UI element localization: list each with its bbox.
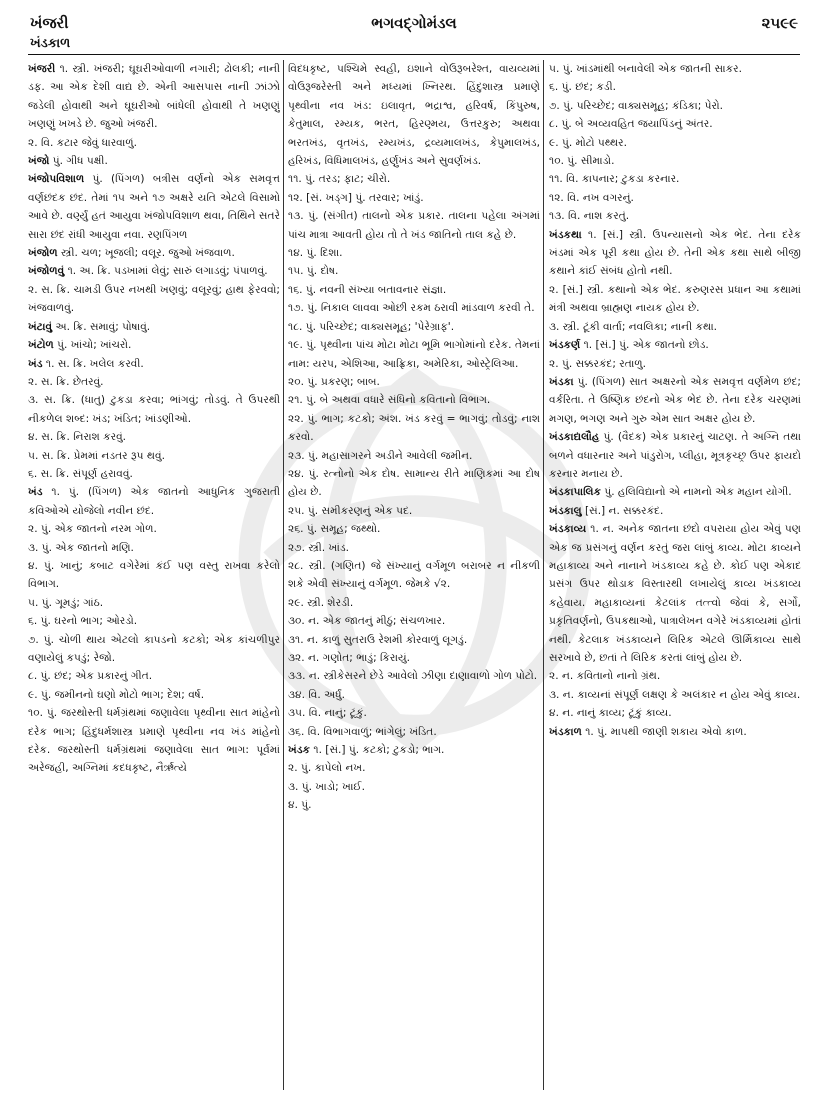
definition: ૬. સ. ક્રિ. સંપૂર્ણ હરાવવું. xyxy=(28,467,133,480)
dictionary-entry xyxy=(549,686,801,704)
dictionary-entry xyxy=(549,355,801,373)
headword: ખંજોળ xyxy=(28,247,58,260)
definition: ૭. પું. પરિચ્છેદ; વાક્યસમૂહ; કંડિકા; પેરો. xyxy=(549,99,724,112)
definition: ૩૧. ન. કાળું સુતરાઉ રેશમી કોરવાળું લૂગડું. xyxy=(288,633,468,646)
definition: ૨. ન. કવિતાનો નાનો ગ્રંથ. xyxy=(549,670,661,683)
definition: ૬. પું. ઘરનો ભાગ; ઓરડો. xyxy=(28,615,138,628)
definition: ૧. ન. અનેક જાતના છંદો વપરાયા હોય એવું પણ એક જ પ્રસંગનું વર્ણન કરતું જરા લાંબું કાવ્ય. મોટા કાવ્યને મહાકાવ્ય અને નાનાને ખંડકાવ્ય કહે છે. કોઈ પણ એકાદ પ્રસંગ ઉપર થોડાક વિસ્તારથી લખાયેલું કાવ્ય ખંડકાવ્ય કહેવાય. મહાકાવ્યનાં કેટલાંક તત્ત્વો જેવાં કે, સર્ગો, પ્રકૃતિવર્ણનો, ઉપકથાઓ, પાત્રાલેખન વગેરે ખંડકાવ્યમાં હોતાં નથી. કેટલાક ખંડકાવ્યને લિરિક એટલે ઊર્મિકાવ્ય સાથે સરખાવે છે, છતાં તે લિરિક કરતાં લાંબું હોય છે. xyxy=(549,523,801,664)
dictionary-entry xyxy=(28,391,280,428)
column-2 xyxy=(288,60,540,1090)
definition: ૫. પું. ગૂમડું; ગાંઠ. xyxy=(28,596,104,609)
dictionary-entry xyxy=(549,97,801,115)
definition: ૧૯. પું. પૃથ્વીના પાંચ મોટા મોટા ભૂમિ ભાગોમાંનો દરેક. તેમનાં નામ: યરપ, એશિઆ, આફ્રિકા, અમેરિકા, ઓસ્ટ્રેલિઆ. xyxy=(288,339,540,370)
dictionary-entry xyxy=(28,373,280,391)
headword: ખંજો xyxy=(28,155,50,168)
dictionary-entry xyxy=(549,207,801,225)
definition: ૩૪. વિ. અર્ધું. xyxy=(288,688,345,701)
definition: ૨. વિ. કટાર જેવું ધારવાળું. xyxy=(28,136,138,149)
definition: ૯. પું. મોટો પથ્થર. xyxy=(549,136,627,149)
dictionary-entry xyxy=(288,170,540,188)
dictionary-entry xyxy=(288,557,540,594)
definition: ૧૪. પું. દિશા. xyxy=(288,247,343,260)
page-number: ૨૫૯૯ xyxy=(761,14,798,32)
definition: ૧૧. પું. તરડ; ફાટ; ચીરો. xyxy=(288,173,391,186)
definition: ૩. પું. ખાડો; ખાઈ. xyxy=(288,780,365,793)
dictionary-entry xyxy=(288,465,540,502)
dictionary-entry xyxy=(549,318,801,336)
definition: [સં.] ન. સક્કરકંદ. xyxy=(581,504,664,517)
dictionary-entry xyxy=(288,502,540,520)
dictionary-entry xyxy=(288,336,540,373)
dictionary-entry xyxy=(28,281,280,318)
dictionary-entry xyxy=(28,612,280,630)
definition: ૨૦. પું. પ્રકરણ; બાબ. xyxy=(288,375,380,388)
definition: વિદધકૃષ્ટ, પશ્ચિમે સ્વહી, ઇશાને વોઉરૂબરેશ્ત, વાયવ્યમાં વોઉરૂજરેસ્તી અને મધ્યમાં ખ્નિરથ. હિંદુશાસ્ત્ર પ્રમાણે પૃથ્વીના નવ ખંડ: ઇલાવૃત, ભદ્રાશ્વ, હરિવર્ષ, કિંપુરુષ, કેતુમાલ, રમ્યક, ભરત, હિરણ્મય, ઉત્તરકુરુ; અથવા ભરતખંડ, વૃતખંડ, રમ્યખંડ, દ્રવ્યમાલખંડ, કેપુમાલખંડ, હરિખંડ, વિધિમાલખંડ, હર્ણુખંડ અને સુવર્ણખંડ. xyxy=(288,63,540,168)
column-divider xyxy=(283,60,284,1090)
definition: ૧. પું. (પિંગળ) એક જાતનો આધુનિક ગુજરાતી કવિઓએ યોજેલો નવીન છંદ. xyxy=(28,486,280,517)
definition: ૧૬. પું. નવની સંખ્યા બતાવનાર સંજ્ઞા. xyxy=(288,283,447,296)
dictionary-entry xyxy=(288,612,540,630)
dictionary-entry xyxy=(549,189,801,207)
dictionary-entry xyxy=(549,502,801,520)
definition: ૨૬. પું. સમૂહ; જથ્થો. xyxy=(288,523,381,536)
dictionary-entry xyxy=(28,520,280,538)
headword: ખંટોળ xyxy=(28,339,54,352)
dictionary-entry xyxy=(28,318,280,336)
dictionary-entry xyxy=(549,428,801,483)
dictionary-entry xyxy=(549,170,801,188)
dictionary-entry xyxy=(288,520,540,538)
dictionary-entry xyxy=(28,355,280,373)
dictionary-entry xyxy=(288,60,540,170)
dictionary-entry xyxy=(288,281,540,299)
dictionary-entry xyxy=(549,60,801,78)
dictionary-entry xyxy=(288,189,540,207)
dictionary-entry xyxy=(28,60,280,134)
dictionary-entry xyxy=(28,428,280,446)
definition: ૫. પું. ખાંડમાંથી બનાવેલી એક જાતની સાકર. xyxy=(549,63,742,75)
dictionary-entry xyxy=(28,244,280,262)
dictionary-entry xyxy=(28,539,280,557)
dictionary-entry xyxy=(549,281,801,318)
definition: ૨. સ. ક્રિ. ચામડી ઉપર નખથી ખણવું; વલૂરવું; હાથ ફેરવવો; ખંજવાળવું. xyxy=(28,283,280,315)
page-header xyxy=(30,14,798,36)
dictionary-entry xyxy=(288,667,540,685)
dictionary-entry xyxy=(549,226,801,281)
dictionary-entry xyxy=(28,557,280,594)
column-divider xyxy=(543,60,544,1090)
definition: ૧૨. [સં. ખડ્ગ] પું. તરવાર; ખાંડું. xyxy=(288,191,424,204)
dictionary-entry xyxy=(288,723,540,741)
definition: ૧૦. પું. જરથોસ્તી ધર્મગ્રંથમાં જણાવેલા પૃથ્વીના સાત માંહેનો દરેક ભાગ; હિંદુધર્મશાસ્ત્ર પ્રમાણે પૃથ્વીના નવ ખંડ માંહેનો દરેક. જરથોસ્તી ધર્મગ્રંથમાં જણાવેલા સાત ભાગ: પૂર્વમાં અરેજહી, અગ્નિમાં કદધકૃષ્ટ, નૈર્ઋત્યે xyxy=(28,707,280,775)
definition: ૬. પું. છંદ; કડી. xyxy=(549,81,617,94)
headword: ખંડકથા xyxy=(549,228,582,241)
dictionary-entry xyxy=(28,262,280,280)
definition: ૪. સ. ક્રિ. નિરાશ કરવું. xyxy=(28,431,127,444)
definition: ૮. પું. બે અવ્યવહિત જયાપિંડનું અંતર. xyxy=(549,118,713,131)
header-rule xyxy=(28,54,800,55)
definition: ૨૯. સ્ત્રી. શેરડી. xyxy=(288,596,354,609)
dictionary-entry xyxy=(288,262,540,280)
definition: ૩૦. ન. એક જાતનું મીઠું; સંચળખાર. xyxy=(288,615,446,628)
definition: ૩૩. ન. સ્ત્રીકેસરને છેડે આવેલો ઝીણા દાણાવાળો ગોળ પોટો. xyxy=(288,670,538,683)
dictionary-entry xyxy=(288,631,540,649)
definition: ૨. [સં.] સ્ત્રી. કથાનો એક ભેદ. કરુણરસ પ્રધાન આ કથામાં મંત્રી અથવા બ્રાહ્મણ નાયક હોય છે. xyxy=(549,283,801,315)
definition: ૧૧. વિ. કાપનાર; ટુકડા કરનાર. xyxy=(549,173,680,186)
headword: ખંજોપવિશાળ xyxy=(28,173,85,186)
dictionary-entry xyxy=(288,759,540,777)
dictionary-entry xyxy=(288,391,540,409)
definition: ૧૨. વિ. નખ વગરનું. xyxy=(549,191,634,204)
dictionary-entry xyxy=(288,594,540,612)
definition: ૨. પું. એક જાતનો નરમ ગોળ. xyxy=(28,523,157,536)
headword: ખંડકાવ્ય xyxy=(549,523,587,536)
definition: ૪. ન. નાનું કાવ્ય; ટૂંકું કાવ્ય. xyxy=(549,707,672,720)
definition: સ્ત્રી. ચળ; ખૂજલી; વલૂર. જુઓ ખંજવાળ. xyxy=(57,247,235,260)
definition: ૧૭. પું. નિકાલ લાવવા ઓછી રકમ ઠરાવી માંડવાળ કરવી તે. xyxy=(288,302,535,315)
definition: ૭. પું. ચોળી થાય એટલો કાપડનો કટકો; એક કાંચળીપુર વણાયેલું કપડું; રેજો. xyxy=(28,633,280,664)
definition: ૩૫. વિ. નાનું; ટૂંકું. xyxy=(288,707,367,720)
definition: ૩. સ. ક્રિ. (ધાતુ) ટુકડા કરવા; ભાંગવું; તોડવું. તે ઉપરથી નીકળેલ શબ્દ: ખંડ; ખંડિત; ખાંડણીઓ. xyxy=(28,394,280,425)
headword: ખંજરી xyxy=(28,63,56,75)
dictionary-entry xyxy=(28,447,280,465)
column-3 xyxy=(549,60,801,1090)
definition: પું. ખાંચો; ખાંચરો. xyxy=(53,339,132,352)
definition: ૩. સ્ત્રી. ટૂંકી વાર્તા; નવલિકા; નાની કથા. xyxy=(549,320,718,333)
dictionary-entry xyxy=(288,539,540,557)
definition: ૩. પું. એક જાતનો મણિ. xyxy=(28,541,134,554)
headword: ખંડકાલુ xyxy=(549,504,582,517)
dictionary-entry xyxy=(288,410,540,447)
definition: ૮. પું. છંદ; એક પ્રકારનું ગીત. xyxy=(28,670,153,683)
dictionary-entry xyxy=(288,741,540,759)
dictionary-entry xyxy=(549,115,801,133)
definition: પું. ગીધ પક્ષી. xyxy=(49,155,108,168)
dictionary-entry xyxy=(288,778,540,796)
definition: ૨૫. પું. સમીકરણનું એક પદ. xyxy=(288,504,413,517)
last-headword: ખંડકાળ xyxy=(30,36,71,51)
dictionary-entry xyxy=(549,373,801,428)
headword: ખંડકાળ xyxy=(549,725,582,738)
dictionary-entry xyxy=(288,796,540,814)
headword: ખંડ xyxy=(28,357,43,370)
definition: ૧. પું. માપથી જાણી શકાય એવો કાળ. xyxy=(581,725,747,738)
first-headword: ખંજરી xyxy=(30,14,69,32)
definition: ૧૩. પું. (સંગીત) તાલનો એક પ્રકાર. તાલના પહેલા અંગમાં પાંચ માત્રા આવતી હોય તો તે ખંડ જાતિનો તાલ કહે છે. xyxy=(288,210,540,241)
dictionary-entry xyxy=(288,704,540,722)
headword: ખંડકાદ્યલૌહ xyxy=(549,431,600,444)
dictionary-entry xyxy=(549,483,801,501)
dictionary-entry xyxy=(549,134,801,152)
definition: ૩૨. ન. ગણોત; ભાડું; કિરાયું. xyxy=(288,652,411,664)
dictionary-entry xyxy=(549,723,801,741)
definition: પું. (પિંગળ) સાત અક્ષરનો એક સમવૃત્ત વર્ણમેળ છંદ; વર્કરિતા. તે ઉષ્ણિક છંદનો એક ભેદ છે. તેના દરેક ચરણમાં મગણ, ભગણ અને ગુરુ એમ સાત અક્ષર હોય છે. xyxy=(549,375,801,425)
dictionary-entry xyxy=(288,299,540,317)
dictionary-entry xyxy=(288,244,540,262)
dictionary-entry xyxy=(288,649,540,667)
definition: ૨૭. સ્ત્રી. ખાંડ. xyxy=(288,541,350,554)
definition: ૨૪. પું. રત્નોનો એક દોષ. સામાન્ય રીતે માણિકમાં આ દોષ હોય છે. xyxy=(288,467,540,499)
definition: પું. (વૈદક) એક પ્રકારનું ચાટણ. તે અગ્નિ તથા બળને વધારનાર અને પાંડુરોગ, પ્લીહા, મૂત્રકૃચ્છ્ર ઉપર ફાયદો કરનાર મનાય છે. xyxy=(549,431,801,480)
dictionary-entry xyxy=(28,704,280,778)
definition: અ. ક્રિ. સમાવું; પોષાવું. xyxy=(52,320,151,333)
dictionary-entry xyxy=(28,134,280,152)
dictionary-entry xyxy=(549,152,801,170)
definition: ૧. [સં.] પું. એક જાતનો છોડ. xyxy=(580,339,709,352)
dictionary-entry xyxy=(549,704,801,722)
dictionary-entry xyxy=(28,152,280,170)
column-1 xyxy=(28,60,280,1090)
definition: ૨૮. સ્ત્રી. (ગણિત) જે સંખ્યાનું વર્ગમૂળ બરાબર ન નીકળી શકે એવી સંખ્યાનું વર્ગમૂળ. જેમકે √૨. xyxy=(288,559,540,591)
definition: ૧૫. પું. દોષ. xyxy=(288,265,339,278)
definition: ૧૩. વિ. નાશ કરતું. xyxy=(549,210,630,223)
definition: ૯. પું. જમીનનો ઘણો મોટો ભાગ; દેશ; વર્ષ. xyxy=(28,688,205,701)
definition: ૨૧. પું. બે અથવા વધારે સંધિનો કવિતાનો વિભાગ. xyxy=(288,394,491,407)
definition: ૧૦. પું. સીમાડો. xyxy=(549,155,615,168)
definition: ૫. સ. ક્રિ. પ્રેમમાં નડતર રૂપ થવું. xyxy=(28,449,165,462)
definition: ૩. ન. કાવ્યનાં સંપૂર્ણ લક્ષણ કે અલંકાર ન હોય એવું કાવ્ય. xyxy=(549,688,801,701)
headword: ખંડક xyxy=(288,744,311,757)
definition: ૨. સ. ક્રિ. છેતરવું. xyxy=(28,375,104,388)
headword: ખંડકાપાલિક xyxy=(549,486,601,499)
headword: ખંડ xyxy=(28,486,43,499)
dictionary-entry xyxy=(288,318,540,336)
definition: ૧૮. પું. પરિચ્છેદ; વાક્યસમૂહ; 'પેરેગ્રાફ'. xyxy=(288,320,455,333)
dictionary-entry xyxy=(28,667,280,685)
definition: ૪. પું. ખાનું; કબાટ વગેરેમાં કંઈ પણ વસ્તુ રાખવા કરેલો વિભાગ. xyxy=(28,559,280,591)
definition: ૨. પું. સક્કરકંદ; રતાળુ. xyxy=(549,357,647,370)
headword: ખંડકર્ણ xyxy=(549,339,581,352)
headword: ખંજોળવું xyxy=(28,265,65,278)
dictionary-entry xyxy=(28,170,280,244)
definition: ૩૬. વિ. વિભાગવાળું; ભાંગેલું; ખંડિત. xyxy=(288,725,437,738)
dictionary-entry xyxy=(28,483,280,520)
headword: ખંટાવું xyxy=(28,320,53,333)
dictionary-entry xyxy=(288,447,540,465)
definition: ૧. સ. ક્રિ. ખલેલ કરવી. xyxy=(42,357,144,370)
dictionary-entry xyxy=(549,520,801,667)
definition: ૪. પું. xyxy=(288,799,312,812)
dictionary-entry xyxy=(288,686,540,704)
definition: પું. (પિંગળ) બત્રીસ વર્ણનો એક સમવૃત્ત વર્ણછંદક છંદ. તેમાં ૧૫ અને ૧૭ અક્ષરે યતિ એટલે વિસામો આવે છે. વર્ણ્યું હતં આયુવા ખંજોપવિશાળ થવા, તિથિને સતરે સારા છંદ રાંધી આયુવા નવા. રણપિંગળ xyxy=(28,173,280,241)
dictionary-entry xyxy=(28,336,280,354)
dictionary-entry xyxy=(28,594,280,612)
headword: ખંડકા xyxy=(549,375,574,388)
definition: ૧. [સં.] સ્ત્રી. ઉપન્યાસનો એક ભેદ. તેના દરેક ખંડમાં એક પૂરી કથા હોય છે. તેની એક કથા સાથે બીજી કથાને કાંઈ સંબંધ હોતો નથી. xyxy=(549,228,801,278)
definition: ૨. પું. કાપેલો નખ. xyxy=(288,762,366,775)
definition: ૧. [સં.] પું. કટકો; ટુકડો; ભાગ. xyxy=(310,744,445,757)
definition: ૧. સ્ત્રી. ખંજરી; ઘૂઘરીઓવાળી નગારી; ઢોલકી; નાની ડફ. આ એક દેશી વાદ્ય છે. એની આસપાસ નાની ઝાંઝો જડેલી હોવાથી અને ઘૂઘરીઓ બાંધેલી હોવાથી તે ખણણું ખણણું ખખડે છે. જુઓ ખંજરી. xyxy=(28,63,280,131)
definition: ૨૩. પું. મહાસાગરને અડીને આવેલી જમીન. xyxy=(288,449,473,462)
definition: ૨૨. પું. ભાગ; કટકો; અંશ. ખંડ કરવું = ભાગવું; તોડવું; નાશ કરવો. xyxy=(288,412,540,444)
definition: ૧. અ. ક્રિ. પડખામાં લેવું; સારું લગાડવું; પંપાળવું. xyxy=(64,265,268,278)
dictionary-entry xyxy=(549,336,801,354)
dictionary-entry xyxy=(549,78,801,96)
dictionary-entry xyxy=(28,465,280,483)
dictionary-entry xyxy=(288,207,540,244)
dictionary-entry xyxy=(549,667,801,685)
definition: પું. હલિવિદ્યાનો એ નામનો એક મહાન યોગી. xyxy=(600,486,792,499)
dictionary-entry xyxy=(28,686,280,704)
dictionary-entry xyxy=(288,373,540,391)
dictionary-entry xyxy=(28,631,280,668)
running-title: ભગવદ્ગોમંડલ xyxy=(371,14,457,32)
